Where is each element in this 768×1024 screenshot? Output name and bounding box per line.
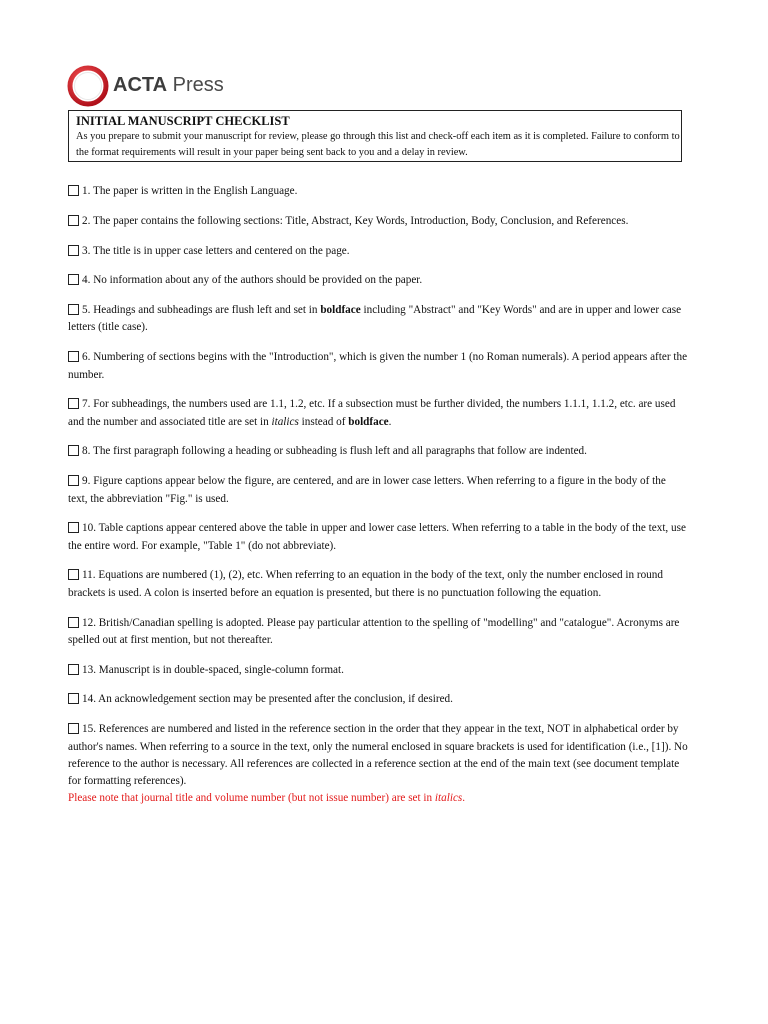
item-text: 10. Table captions appear centered above the table in upper and lower case letters. When referring to a table in the body of the text, use the entire word. For example, "Table 1" (do not abbreviate).: [68, 522, 686, 552]
checklist-header: [68, 110, 682, 162]
page-title: INITIAL MANUSCRIPT CHECKLIST: [76, 114, 290, 128]
checkbox-icon[interactable]: [68, 245, 79, 256]
note-text: .: [462, 792, 466, 805]
checklist-item-12: [68, 615, 688, 650]
checkbox-icon[interactable]: [68, 664, 79, 675]
checklist-item-11: [68, 567, 688, 602]
checklist: [68, 183, 688, 820]
logo-product: Press: [172, 74, 224, 96]
checklist-item-5: [68, 302, 688, 337]
checklist-item-15: [68, 721, 688, 807]
checklist-item-3: [68, 243, 688, 260]
checklist-item-8: [68, 443, 688, 460]
checklist-item-14: [68, 691, 688, 708]
logo-text: [113, 74, 224, 96]
checklist-item-2: [68, 213, 688, 230]
checkbox-icon[interactable]: [68, 617, 79, 628]
note-italic: italics: [434, 792, 463, 805]
item-text: 6. Numbering of sections begins with the "Introduction", which is given the number 1 (no Roman numerals). A period appears after the number.: [68, 351, 688, 381]
item-text: .: [388, 415, 392, 428]
header-description: As you prepare to submit your manuscript for review, please go through this list and check-off each item as it is completed. Failure to conform to the format requirements will result in your paper being sent back to you and a delay in review.: [76, 131, 680, 158]
checklist-item-7: [68, 396, 688, 431]
item-text: instead of: [298, 415, 349, 428]
item-text: 4. No information about any of the authors should be provided on the paper.: [82, 274, 423, 287]
checkbox-icon[interactable]: [68, 304, 79, 315]
checkbox-icon[interactable]: [68, 569, 79, 580]
item-text: 13. Manuscript is in double-spaced, single-column format.: [82, 663, 344, 676]
note-text: Please note that journal title and volume number (but not issue number) are set in: [68, 792, 435, 805]
checkbox-icon[interactable]: [68, 693, 79, 704]
item-text: 1. The paper is written in the English Language.: [82, 185, 298, 197]
item-text: 2. The paper contains the following sections: Title, Abstract, Key Words, Introduction, Body, Conclusion, and References.: [82, 214, 629, 227]
checkbox-icon[interactable]: [68, 723, 79, 734]
acta-press-logo: [67, 64, 227, 108]
checkbox-icon[interactable]: [68, 445, 79, 456]
logo-brand: ACTA: [113, 74, 168, 96]
checklist-item-1: [68, 183, 688, 200]
journal-italics-note: [68, 792, 465, 804]
item-bold: boldface: [348, 415, 389, 428]
item-text: 15. References are numbered and listed in the reference section in the order that they appear in the text, NOT in alphabetical order by author's names. When referring to a source in the text, only the numeral enclosed in square brackets is used for identification (i.e., [1]). No reference to the author is necessary. All references are collected in a reference section at the end of the main text (see document template for formatting references).: [68, 723, 688, 788]
checkbox-icon[interactable]: [68, 215, 79, 226]
item-text: 5. Headings and subheadings are flush left and set in: [82, 304, 321, 317]
checklist-item-6: [68, 349, 688, 384]
item-text: 12. British/Canadian spelling is adopted. Please pay particular attention to the spelling of "modelling" and "catalogue". Acronyms are spelled out at first mention, but not thereafter.: [68, 616, 680, 646]
checkbox-icon[interactable]: [68, 398, 79, 409]
checklist-item-10: [68, 520, 688, 555]
item-text: including "Abstract" and "Key Words" and are in upper and lower case letters (title case).: [68, 304, 682, 334]
checklist-item-9: [68, 473, 688, 508]
item-bold: boldface: [320, 304, 361, 317]
item-italic: italics: [271, 415, 299, 428]
checklist-item-4: [68, 272, 688, 289]
checkbox-icon[interactable]: [68, 351, 79, 362]
checkbox-icon[interactable]: [68, 522, 79, 533]
checkbox-icon[interactable]: [68, 475, 79, 486]
checklist-item-13: [68, 662, 688, 679]
item-text: 14. An acknowledgement section may be presented after the conclusion, if desired.: [82, 693, 453, 706]
item-text: 7. For subheadings, the numbers used are 1.1, 1.2, etc. If a subsection must be further divided, the numbers 1.1.1, 1.1.2, etc. are used and the number and associated title are set in: [68, 398, 676, 428]
item-text: 8. The first paragraph following a heading or subheading is flush left and all paragraphs that follow are indented.: [82, 445, 587, 458]
item-text: 11. Equations are numbered (1), (2), etc. When referring to an equation in the body of the text, only the number enclosed in round brackets is used. A colon is inserted before an equation is presented, but there is no punctuation following the equation.: [68, 569, 663, 599]
item-text: 3. The title is in upper case letters and centered on the page.: [82, 244, 350, 257]
acta-ring-icon: [67, 64, 111, 108]
checkbox-icon[interactable]: [68, 274, 79, 285]
checkbox-icon[interactable]: [68, 185, 79, 196]
item-text: 9. Figure captions appear below the figure, are centered, and are in lower case letters. When referring to a figure in the body of the text, the abbreviation "Fig." is used.: [68, 475, 666, 505]
